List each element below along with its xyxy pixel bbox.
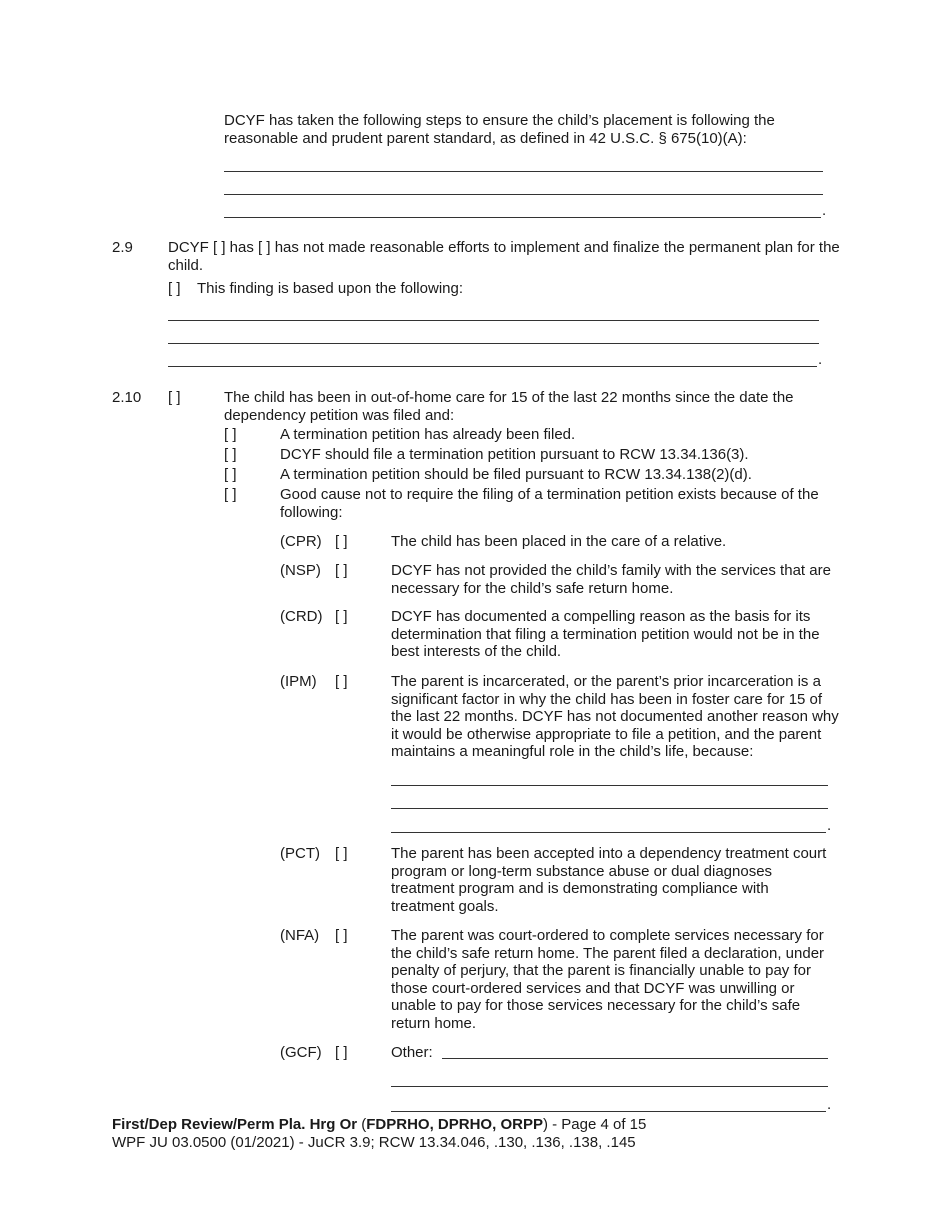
checkbox[interactable]: [ ] — [224, 466, 237, 483]
intro-text: DCYF has taken the following steps to ensure the child’s placement is following the reasonable and prudent parent standard, as defined in 42 U.S.C. § 675(10)(A): — [224, 112, 775, 147]
option-text: DCYF should file a termination petition pursuant to RCW 13.34.136(3). — [280, 446, 749, 463]
blank-line[interactable] — [391, 808, 828, 809]
footer-page: ) - Page 4 of 15 — [542, 1116, 647, 1133]
blank-line[interactable] — [391, 785, 828, 786]
reason-text: The child has been placed in the care of a relative. — [391, 533, 727, 550]
section-2-10-text: The child has been in out-of-home care for 15 of the last 22 months since the date the dependency petition was filed and: — [224, 389, 794, 424]
blank-line[interactable] — [391, 1111, 826, 1112]
other-input-line[interactable] — [442, 1058, 828, 1059]
blank-line[interactable] — [391, 1086, 828, 1087]
blank-line[interactable] — [168, 320, 819, 321]
footer-line-1 — [112, 1116, 892, 1134]
reason-text: The parent is incarcerated, or the parent’s prior incarceration is a significant factor in why the child has been in foster care for 15 of the last 22 months. DCYF has not documented another reason why it would be otherwise appropriate to file a petition, and the parent maintains a meaningful role in the child’s life, because: — [391, 673, 839, 761]
reason-code: (NFA) — [280, 927, 320, 944]
footer-title: First/Dep Review/Perm Pla. Hrg Or — [112, 1116, 358, 1133]
blank-line[interactable] — [391, 832, 826, 833]
checkbox[interactable]: [ ] — [168, 389, 181, 406]
blank-line[interactable] — [224, 171, 823, 172]
option-text: A termination petition has already been filed. — [280, 426, 576, 443]
reason-text: The parent has been accepted into a dependency treatment court program or long-term substance abuse or dual diagnoses treatment program and is demonstrating compliance with treatment goals. — [391, 845, 827, 915]
period: . — [822, 202, 827, 219]
section-number: 2.9 — [112, 239, 133, 256]
reason-code: (PCT) — [280, 845, 320, 862]
reason-text: DCYF has not provided the child’s family with the services that are necessary for the child’s safe return home. — [391, 562, 831, 597]
basis-label: This finding is based upon the following: — [197, 280, 464, 297]
section-2-9-text: DCYF [ ] has [ ] has not made reasonable efforts to implement and finalize the permanent plan for the child. — [168, 239, 840, 274]
checkbox[interactable]: [ ] — [224, 426, 237, 443]
option-text: A termination petition should be filed pursuant to RCW 13.34.138(2)(d). — [280, 466, 752, 483]
footer-line-2: WPF JU 03.0500 (01/2021) - JuCR 3.9; RCW 13.34.046, .130, .136, .138, .145 — [112, 1134, 636, 1151]
blank-line[interactable] — [168, 366, 817, 367]
checkbox[interactable]: [ ] — [335, 608, 348, 625]
reason-code: (GCF) — [280, 1044, 322, 1061]
checkbox[interactable]: [ ] — [335, 673, 348, 690]
period: . — [827, 1096, 832, 1113]
period: . — [827, 817, 832, 834]
checkbox[interactable]: [ ] — [168, 280, 181, 297]
option-text: Good cause not to require the filing of a termination petition exists because of the following: — [280, 486, 819, 521]
reason-text: DCYF has documented a compelling reason as the basis for its determination that filing a termination petition would not be in the best interests of the child. — [391, 608, 820, 661]
other-label: Other: — [391, 1044, 433, 1061]
checkbox[interactable]: [ ] — [224, 486, 237, 503]
reason-code: (IPM) — [280, 673, 317, 690]
checkbox[interactable]: [ ] — [335, 845, 348, 862]
reason-code: (CRD) — [280, 608, 323, 625]
blank-line[interactable] — [168, 343, 819, 344]
reason-text: The parent was court-ordered to complete services necessary for the child’s safe return home. The parent filed a declaration, under penalty of perjury, that the parent is financially unable to pay for those court-ordered services and that DCYF was unwilling or unable to pay for those services necessary for the child’s safe return home. — [391, 927, 825, 1032]
blank-line[interactable] — [224, 194, 823, 195]
checkbox[interactable]: [ ] — [224, 446, 237, 463]
checkbox[interactable]: [ ] — [335, 1044, 348, 1061]
reason-code: (CPR) — [280, 533, 322, 550]
checkbox[interactable]: [ ] — [335, 927, 348, 944]
period: . — [818, 351, 823, 368]
footer-codes: FDPRHO, DPRHO, ORPP — [366, 1116, 543, 1133]
section-number: 2.10 — [112, 389, 142, 406]
reason-code: (NSP) — [280, 562, 321, 579]
footer-paren: ( — [357, 1116, 367, 1133]
checkbox[interactable]: [ ] — [335, 533, 348, 550]
checkbox[interactable]: [ ] — [335, 562, 348, 579]
blank-line[interactable] — [224, 217, 821, 218]
